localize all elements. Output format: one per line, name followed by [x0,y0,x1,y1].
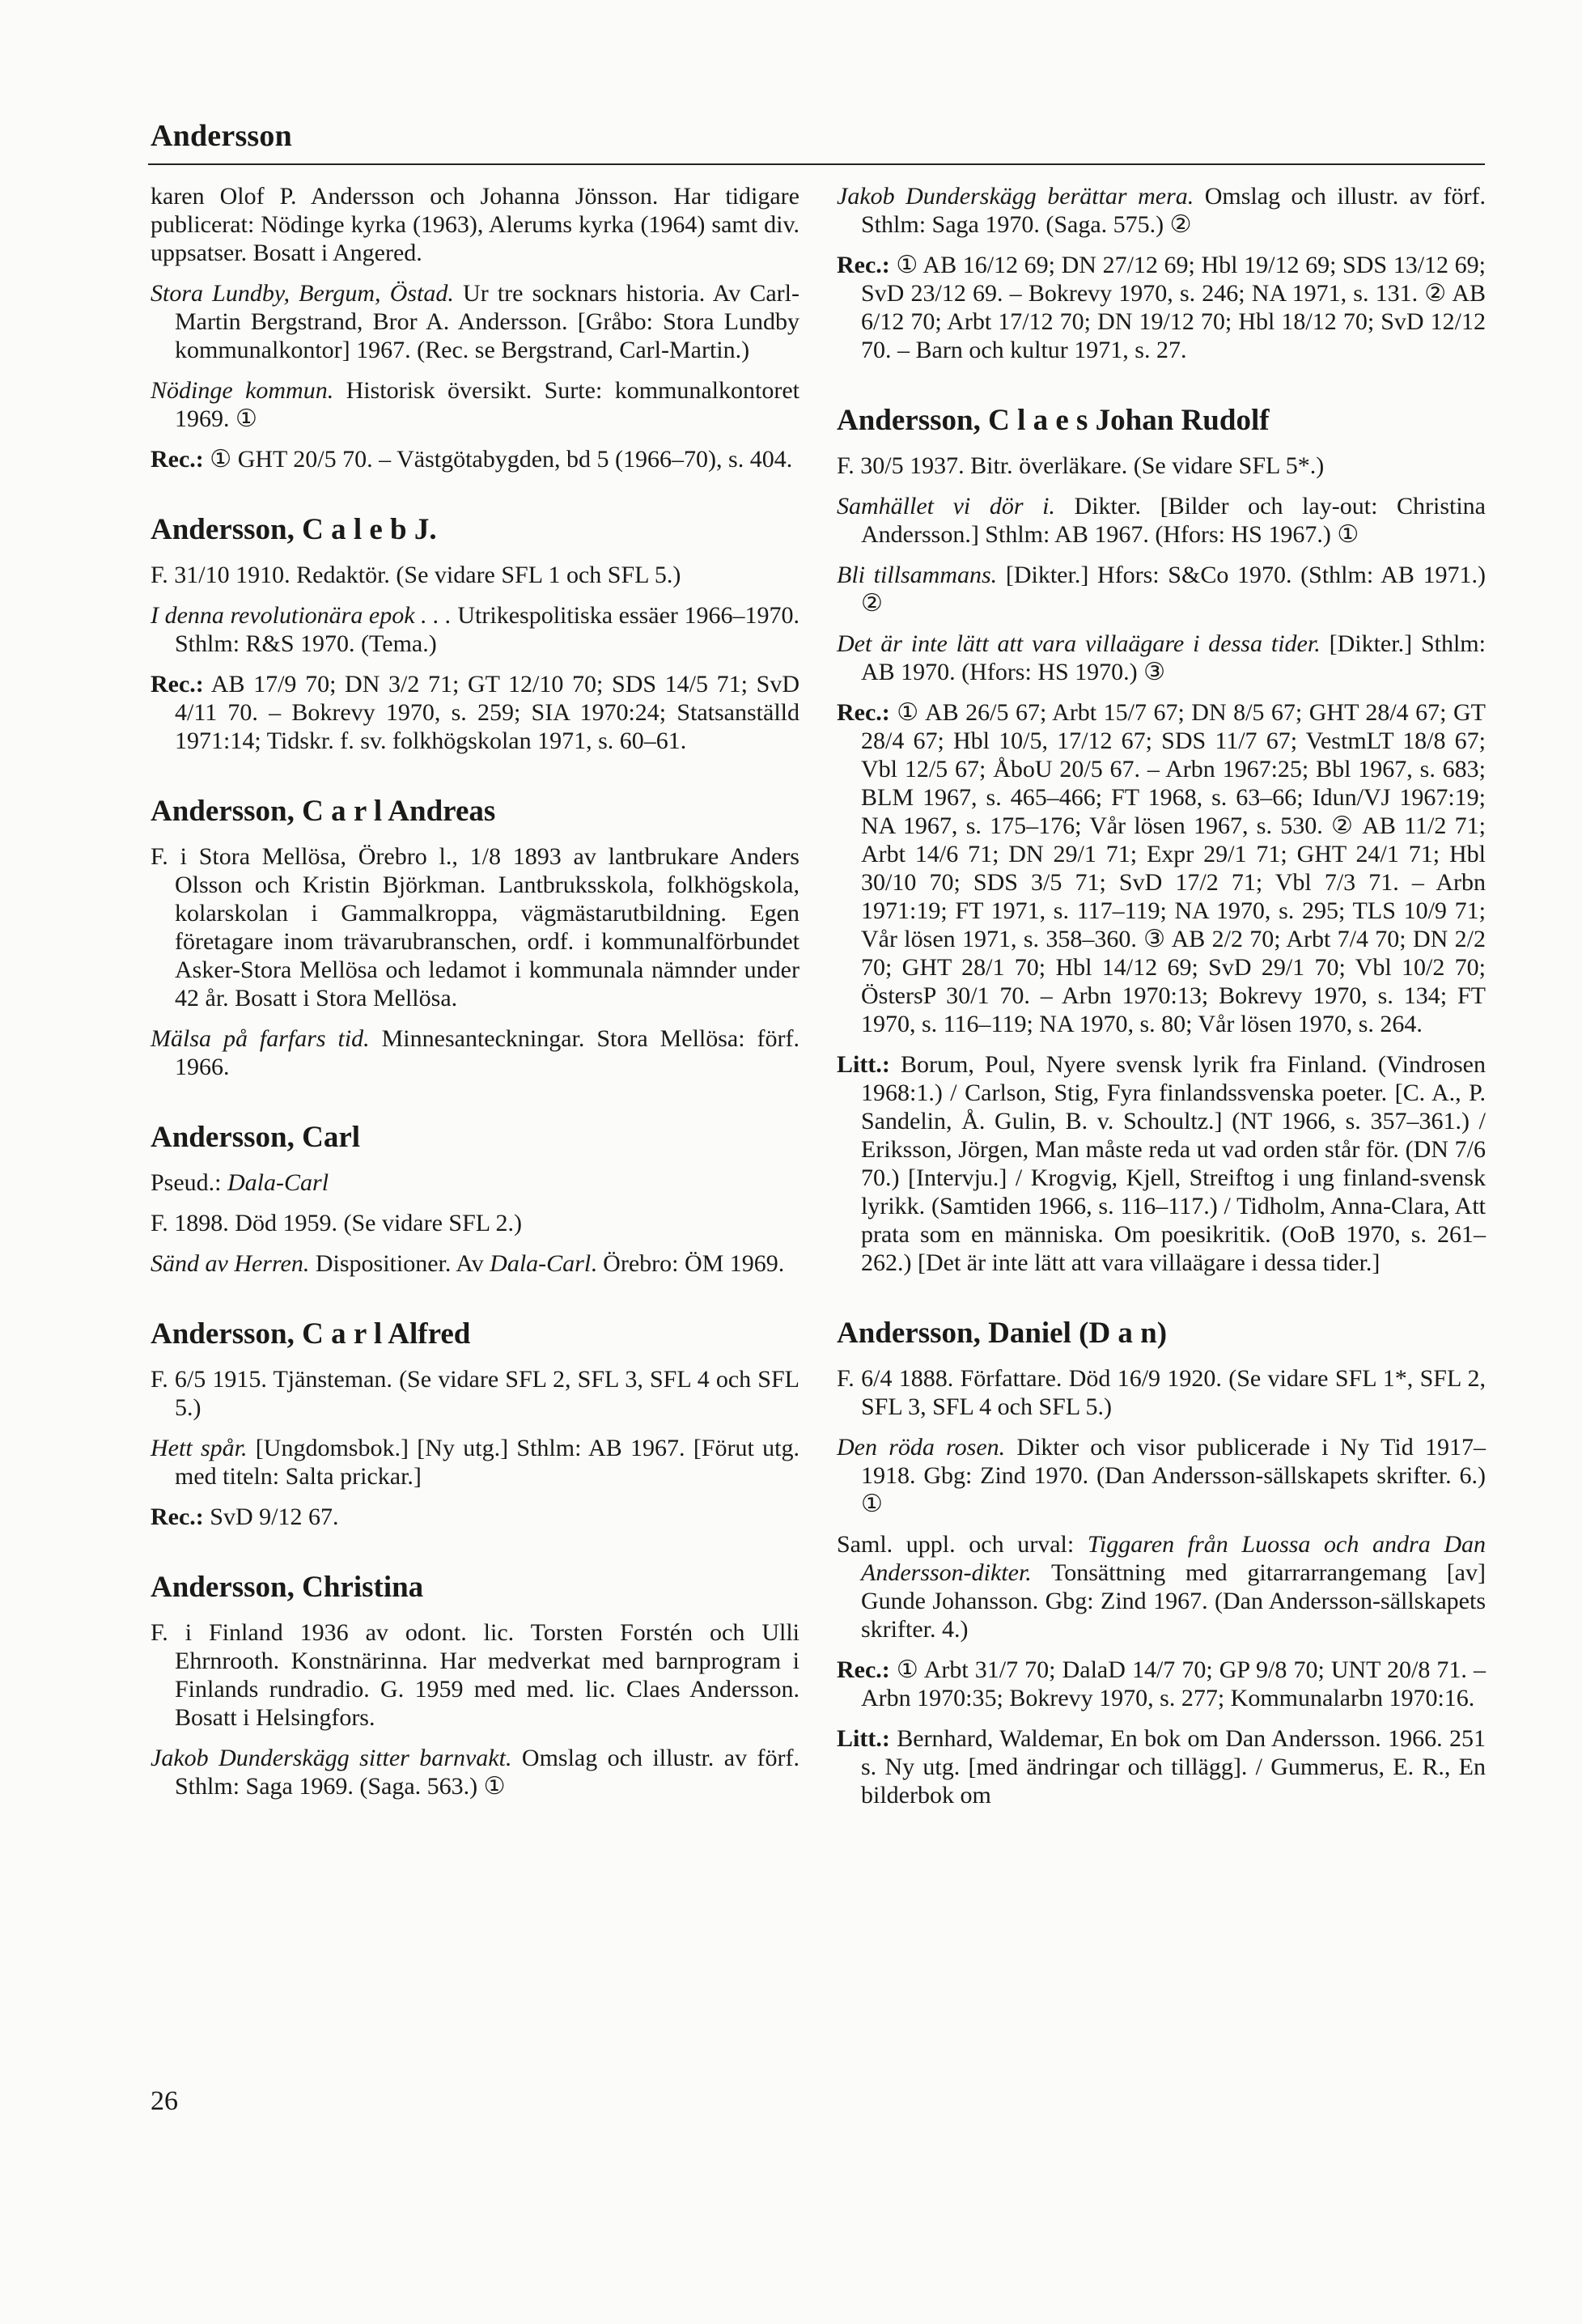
entry-text: F. i Finland 1936 av odont. lic. Torsten Forstén och Ulli Ehrnrooth. Konstnärinna. Har medverkat med barnprogram i Finlands rundradio. G. 1959 med med. lic. Claes Andersson. Bosatt i Helsingfors. [151,1619,799,1731]
entry-text: Nödinge kommun. Historisk översikt. Surte: kommunalkontoret 1969. ① [151,377,799,432]
entry-text: Litt.: Bernhard, Waldemar, En bok om Dan Andersson. 1966. 251 s. Ny utg. [med ändringar och tillägg]. / Gummerus, E. R., En bilderbok om [837,1725,1486,1809]
entry-text: Rec.: ① AB 16/12 69; DN 27/12 69; Hbl 19/12 69; SDS 13/12 69; SvD 23/12 69. – Bokrevy 1970, s. 246; NA 1971, s. 131. ② AB 6/12 70; Arbt 17/12 70; DN 19/12 70; Hbl 18/12 70; SvD 12/12 70. – Barn och kultur 1971, s. 27. [837,252,1486,363]
entry-heading: Andersson, C a r l Alfred [151,1317,471,1351]
header-rule [148,163,1485,165]
entry-text: Jakob Dunderskägg sitter barnvakt. Omslag och illustr. av förf. Sthlm: Saga 1969. (Saga. 563.) ① [151,1745,799,1800]
entry-text: karen Olof P. Andersson och Johanna Jönsson. Har tidigare publicerat: Nödinge kyrka (1963), Alerums kyrka (1964) samt div. uppsatser. Bosatt i Angered. [151,183,799,266]
entry-text: F. 6/4 1888. Författare. Död 16/9 1920. (Se vidare SFL 1*, SFL 2, SFL 3, SFL 4 och SFL 5.) [837,1365,1486,1420]
entry-text: Saml. uppl. och urval: Tiggaren från Luossa och andra Dan Andersson-dikter. Tonsättning med gitarrarrangemang [av] Gunde Johansson. Gbg: Zind 1967. (Dan Andersson-sällskapets skrifter. 4.) [837,1531,1486,1643]
entry-heading: Andersson, C a r l Andreas [151,795,496,828]
entry-text: Mälsa på farfars tid. Minnesanteckningar. Stora Mellösa: förf. 1966. [151,1025,799,1080]
entry-text: Rec.: ① GHT 20/5 70. – Västgötabygden, bd 5 (1966–70), s. 404. [151,446,793,473]
entry-text: Rec.: ① AB 26/5 67; Arbt 15/7 67; DN 8/5 67; GHT 28/4 67; GT 28/4 67; Hbl 10/5, 17/12 67; SDS 11/7 67; VestmLT 18/8 67; Vbl 12/5 67; ÅboU 20/5 67. – Arbn 1967:25; Bbl 1967, s. 683; BLM 1967, s. 465–466; FT 1968, s. 63–66; Idun/VJ 1967:19; NA 1967, s. 175–176; Vår lösen 1967, s. 530. ② AB 11/2 71; Arbt 14/6 71; DN 29/1 71; Expr 29/1 71; GHT 24/1 71; Hbl 30/10 70; SDS 3/5 71; SvD 17/2 71; Vbl 7/3 71. – Arbn 1971:19; FT 1971, s. 117–119; NA 1970, s. 295; TLS 10/9 71; Vår lösen 1971, s. 358–360. ③ AB 2/2 70; Arbt 7/4 70; DN 2/2 70; GHT 28/1 70; Hbl 14/12 69; SvD 29/1 70; Vbl 10/2 70; ÖstersP 30/1 70. – Arbn 1970:13; Bokrevy 1970, s. 134; FT 1970, s. 116–119; NA 1970, s. 80; Vår lösen 1970, s. 264. [837,699,1486,1037]
entry-text: F. 30/5 1937. Bitr. överläkare. (Se vidare SFL 5*.) [837,452,1325,479]
left-column [151,182,799,1813]
entry-text: Sänd av Herren. Dispositioner. Av Dala-Carl. Örebro: ÖM 1969. [151,1250,785,1277]
entry-text: Bli tillsammans. [Dikter.] Hfors: S&Co 1970. (Sthlm: AB 1971.) ② [837,562,1486,617]
entry-text: Pseud.: Dala-Carl [151,1169,329,1196]
entry-heading: Andersson, Daniel (D a n) [837,1317,1168,1350]
entry-heading: Andersson, Christina [151,1571,424,1604]
entry-text: F. 6/5 1915. Tjänsteman. (Se vidare SFL 2, SFL 3, SFL 4 och SFL 5.) [151,1366,799,1421]
entry-heading: Andersson, C l a e s Johan Rudolf [837,404,1270,437]
entry-text: Stora Lundby, Bergum, Östad. Ur tre socknars historia. Av Carl-Martin Bergstrand, Bror A. Andersson. [Gråbo: Stora Lundby kommunalkontor] 1967. (Rec. se Bergstrand, Carl-Martin.) [151,280,799,363]
right-column [837,182,1486,1821]
entry-text: Rec.: AB 17/9 70; DN 3/2 71; GT 12/10 70; SDS 14/5 71; SvD 4/11 70. – Bokrevy 1970, s. 259; SIA 1970:24; Statsanställd 1971:14; Tidskr. f. sv. folkhögskolan 1971, s. 60–61. [151,671,799,754]
entry-text: Jakob Dunderskägg berättar mera. Omslag och illustr. av förf. Sthlm: Saga 1970. (Saga. 575.) ② [837,183,1486,238]
entry-text: I denna revolutionära epok . . . Utrikespolitiska essäer 1966–1970. Sthlm: R&S 1970. (Tema.) [151,602,799,657]
running-header: Andersson [151,119,292,153]
entry-text: Litt.: Borum, Poul, Nyere svensk lyrik fra Finland. (Vindrosen 1968:1.) / Carlson, Stig, Fyra finlandssvenska poeter. [C. A., P. Sandelin, Å. Gulin, B. v. Schoultz.] (NT 1966, s. 357–361.) / Eriksson, Jörgen, Man måste reda ut vad orden står för. (DN 7/6 70.) [Intervju.] / Krogvig, Kjell, Streiftog i ung finland-svensk lyrikk. (Samtiden 1966, s. 116–117.) / Tidholm, Anna-Clara, Att prata som en människa. Om poesikritik. (OoB 1970, s. 261–262.) [Det är inte lätt att vara villaägare i dessa tider.] [837,1051,1486,1276]
entry-heading: Andersson, C a l e b J. [151,513,437,546]
entry-heading: Andersson, Carl [151,1121,361,1154]
entry-text: Det är inte lätt att vara villaägare i dessa tider. [Dikter.] Sthlm: AB 1970. (Hfors: HS 1970.) ③ [837,630,1486,685]
entry-text: Hett spår. [Ungdomsbok.] [Ny utg.] Sthlm: AB 1967. [Förut utg. med titeln: Salta prickar.] [151,1435,800,1490]
entry-text: F. 1898. Död 1959. (Se vidare SFL 2.) [151,1210,522,1236]
entry-text: Samhället vi dör i. Dikter. [Bilder och lay-out: Christina Andersson.] Sthlm: AB 1967. (Hfors: HS 1967.) ① [837,493,1486,548]
entry-text: F. 31/10 1910. Redaktör. (Se vidare SFL 1 och SFL 5.) [151,562,681,588]
entry-text: Rec.: SvD 9/12 67. [151,1503,339,1530]
page-number: 26 [151,2086,178,2116]
entry-text: F. i Stora Mellösa, Örebro l., 1/8 1893 av lantbrukare Anders Olsson och Kristin Björkman. Lantbruksskola, folkhögskola, kolarskolan i Gammalkroppa, vägmästarutbildning. Egen företagare inom trävarubranschen, ordf. i kommunalförbundet Asker-Stora Mellösa och ledamot i kommunala nämnder under 42 år. Bosatt i Stora Mellösa. [151,843,799,1011]
entry-text: Rec.: ① Arbt 31/7 70; DalaD 14/7 70; GP 9/8 70; UNT 20/8 71. – Arbn 1970:35; Bokrevy 1970, s. 277; Kommunalarbn 1970:16. [837,1656,1486,1711]
entry-text: Den röda rosen. Dikter och visor publicerade i Ny Tid 1917–1918. Gbg: Zind 1970. (Dan Andersson-sällskapets skrifter. 6.) ① [837,1434,1486,1517]
